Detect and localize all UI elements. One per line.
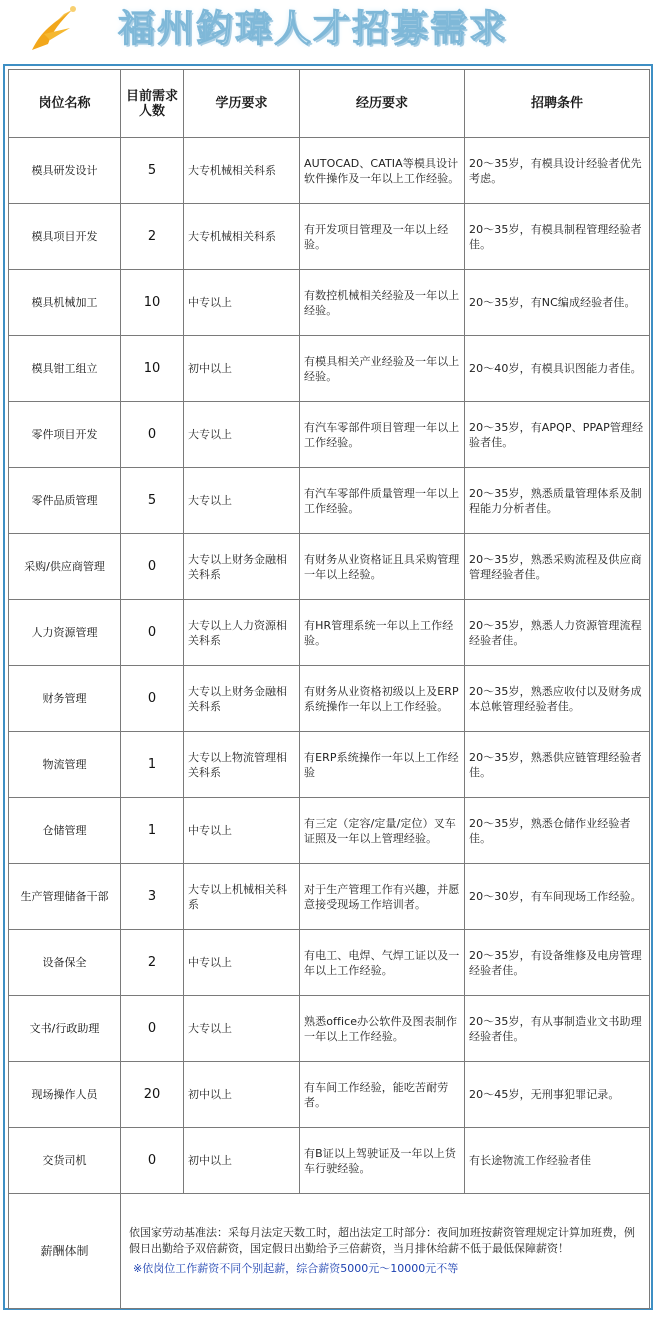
- table-row: [9, 204, 650, 270]
- experience-requirement: 有数控机械相关经验及一年以上经验。: [300, 270, 465, 336]
- hiring-conditions: 20～45岁，无刑事犯罪记录。: [465, 1062, 650, 1128]
- experience-requirement: 有B证以上驾驶证及一年以上货车行驶经验。: [300, 1128, 465, 1194]
- table-row: [9, 666, 650, 732]
- hiring-conditions: 20～35岁，熟悉仓储作业经验者佳。: [465, 798, 650, 864]
- table-row: [9, 732, 650, 798]
- header-count: 目前需求人数: [121, 70, 184, 138]
- education-requirement: 大专以上机械相关科系: [184, 864, 300, 930]
- experience-requirement: 有财务从业资格证且具采购管理一年以上经验。: [300, 534, 465, 600]
- hiring-conditions: 有长途物流工作经验者佳: [465, 1128, 650, 1194]
- experience-requirement: 有HR管理系统一年以上工作经验。: [300, 600, 465, 666]
- headcount: 1: [121, 798, 184, 864]
- headcount: 10: [121, 336, 184, 402]
- headcount: 0: [121, 600, 184, 666]
- position-name: 模具项目开发: [9, 204, 121, 270]
- table-row: [9, 336, 650, 402]
- experience-requirement: 有ERP系统操作一年以上工作经验: [300, 732, 465, 798]
- table-row: [9, 996, 650, 1062]
- headcount: 5: [121, 468, 184, 534]
- position-name: 模具研发设计: [9, 138, 121, 204]
- experience-requirement: 有财务从业资格初级以上及ERP系统操作一年以上工作经验。: [300, 666, 465, 732]
- position-name: 交货司机: [9, 1128, 121, 1194]
- table-row: [9, 468, 650, 534]
- education-requirement: 大专以上: [184, 996, 300, 1062]
- position-name: 仓储管理: [9, 798, 121, 864]
- table-row: [9, 402, 650, 468]
- hiring-conditions: 20～35岁，熟悉质量管理体系及制程能力分析者佳。: [465, 468, 650, 534]
- position-name: 采购/供应商管理: [9, 534, 121, 600]
- experience-requirement: 对于生产管理工作有兴趣，并愿意接受现场工作培训者。: [300, 864, 465, 930]
- table-row: [9, 930, 650, 996]
- experience-requirement: 有三定（定容/定量/定位）叉车证照及一年以上管理经验。: [300, 798, 465, 864]
- experience-requirement: 有车间工作经验，能吃苦耐劳者。: [300, 1062, 465, 1128]
- education-requirement: 中专以上: [184, 270, 300, 336]
- page-title: 福州鈞瑋人才招募需求: [118, 6, 508, 50]
- header-conditions: 招聘条件: [465, 70, 650, 138]
- hiring-conditions: 20～40岁，有模具识图能力者佳。: [465, 336, 650, 402]
- hiring-conditions: 20～35岁，熟悉供应链管理经验者佳。: [465, 732, 650, 798]
- experience-requirement: 熟悉office办公软件及图表制作一年以上工作经验。: [300, 996, 465, 1062]
- experience-requirement: 有电工、电焊、气焊工证以及一年以上工作经验。: [300, 930, 465, 996]
- position-name: 文书/行政助理: [9, 996, 121, 1062]
- headcount: 2: [121, 204, 184, 270]
- education-requirement: 大专以上财务金融相关科系: [184, 666, 300, 732]
- position-name: 财务管理: [9, 666, 121, 732]
- education-requirement: 初中以上: [184, 1062, 300, 1128]
- table-row: [9, 798, 650, 864]
- headcount: 0: [121, 666, 184, 732]
- hiring-conditions: 20～35岁，熟悉人力资源管理流程经验者佳。: [465, 600, 650, 666]
- headcount: 0: [121, 402, 184, 468]
- education-requirement: 中专以上: [184, 798, 300, 864]
- education-requirement: 大专以上人力资源相关科系: [184, 600, 300, 666]
- position-name: 零件品质管理: [9, 468, 121, 534]
- position-name: 模具钳工组立: [9, 336, 121, 402]
- hiring-conditions: 20～30岁，有车间现场工作经验。: [465, 864, 650, 930]
- education-requirement: 初中以上: [184, 1128, 300, 1194]
- page-header: [0, 0, 660, 62]
- arrow-star-logo-icon: [26, 4, 82, 52]
- education-requirement: 初中以上: [184, 336, 300, 402]
- headcount: 0: [121, 996, 184, 1062]
- table-row: [9, 270, 650, 336]
- hiring-conditions: 20～35岁，有从事制造业文书助理经验者佳。: [465, 996, 650, 1062]
- table-row: [9, 1128, 650, 1194]
- headcount: 1: [121, 732, 184, 798]
- hiring-conditions: 20～35岁，有模具设计经验者优先考虑。: [465, 138, 650, 204]
- hiring-conditions: 20～35岁，有设备维修及电房管理经验者佳。: [465, 930, 650, 996]
- hiring-conditions: 20～35岁，有NC编成经验者佳。: [465, 270, 650, 336]
- education-requirement: 中专以上: [184, 930, 300, 996]
- position-name: 设备保全: [9, 930, 121, 996]
- header-education: 学历要求: [184, 70, 300, 138]
- hiring-conditions: 20～35岁，有模具制程管理经验者佳。: [465, 204, 650, 270]
- salary-label: 薪酬体制: [9, 1194, 121, 1309]
- table-row: [9, 864, 650, 930]
- salary-description: [121, 1194, 650, 1309]
- education-requirement: 大专以上: [184, 468, 300, 534]
- table-row: [9, 534, 650, 600]
- position-name: 物流管理: [9, 732, 121, 798]
- position-name: 模具机械加工: [9, 270, 121, 336]
- headcount: 2: [121, 930, 184, 996]
- table-header-row: [9, 70, 650, 138]
- headcount: 5: [121, 138, 184, 204]
- salary-range-note: ※依岗位工作薪资不同个别起薪，综合薪资5000元～10000元不等: [133, 1262, 459, 1275]
- position-name: 生产管理储备干部: [9, 864, 121, 930]
- education-requirement: 大专以上物流管理相关科系: [184, 732, 300, 798]
- headcount: 10: [121, 270, 184, 336]
- table-row: [9, 1062, 650, 1128]
- experience-requirement: 有汽车零部件项目管理一年以上工作经验。: [300, 402, 465, 468]
- recruitment-table: [8, 69, 650, 1309]
- headcount: 0: [121, 534, 184, 600]
- hiring-conditions: 20～35岁，熟悉应收付以及财务成本总帐管理经验者佳。: [465, 666, 650, 732]
- education-requirement: 大专以上财务金融相关科系: [184, 534, 300, 600]
- experience-requirement: 有汽车零部件质量管理一年以上工作经验。: [300, 468, 465, 534]
- hiring-conditions: 20～35岁，熟悉采购流程及供应商管理经验者佳。: [465, 534, 650, 600]
- education-requirement: 大专机械相关科系: [184, 138, 300, 204]
- position-name: 现场操作人员: [9, 1062, 121, 1128]
- table-row: [9, 600, 650, 666]
- header-experience: 经历要求: [300, 70, 465, 138]
- headcount: 3: [121, 864, 184, 930]
- headcount: 0: [121, 1128, 184, 1194]
- headcount: 20: [121, 1062, 184, 1128]
- position-name: 零件项目开发: [9, 402, 121, 468]
- experience-requirement: 有开发项目管理及一年以上经验。: [300, 204, 465, 270]
- education-requirement: 大专以上: [184, 402, 300, 468]
- education-requirement: 大专机械相关科系: [184, 204, 300, 270]
- table-row: [9, 138, 650, 204]
- salary-policy-text: 依国家劳动基准法：采每月法定天数工时，超出法定工时部分：夜间加班按薪资管理规定计算加班费，例假日出勤给予双倍薪资，国定假日出勤给予三倍薪资，当月排休给薪不低于最低保障薪资！: [129, 1226, 635, 1255]
- header-position: 岗位名称: [9, 70, 121, 138]
- position-name: 人力资源管理: [9, 600, 121, 666]
- recruitment-table-frame: [3, 64, 653, 1310]
- salary-row: [9, 1194, 650, 1309]
- experience-requirement: AUTOCAD、CATIA等模具设计软件操作及一年以上工作经验。: [300, 138, 465, 204]
- experience-requirement: 有模具相关产业经验及一年以上经验。: [300, 336, 465, 402]
- hiring-conditions: 20～35岁，有APQP、PPAP管理经验者佳。: [465, 402, 650, 468]
